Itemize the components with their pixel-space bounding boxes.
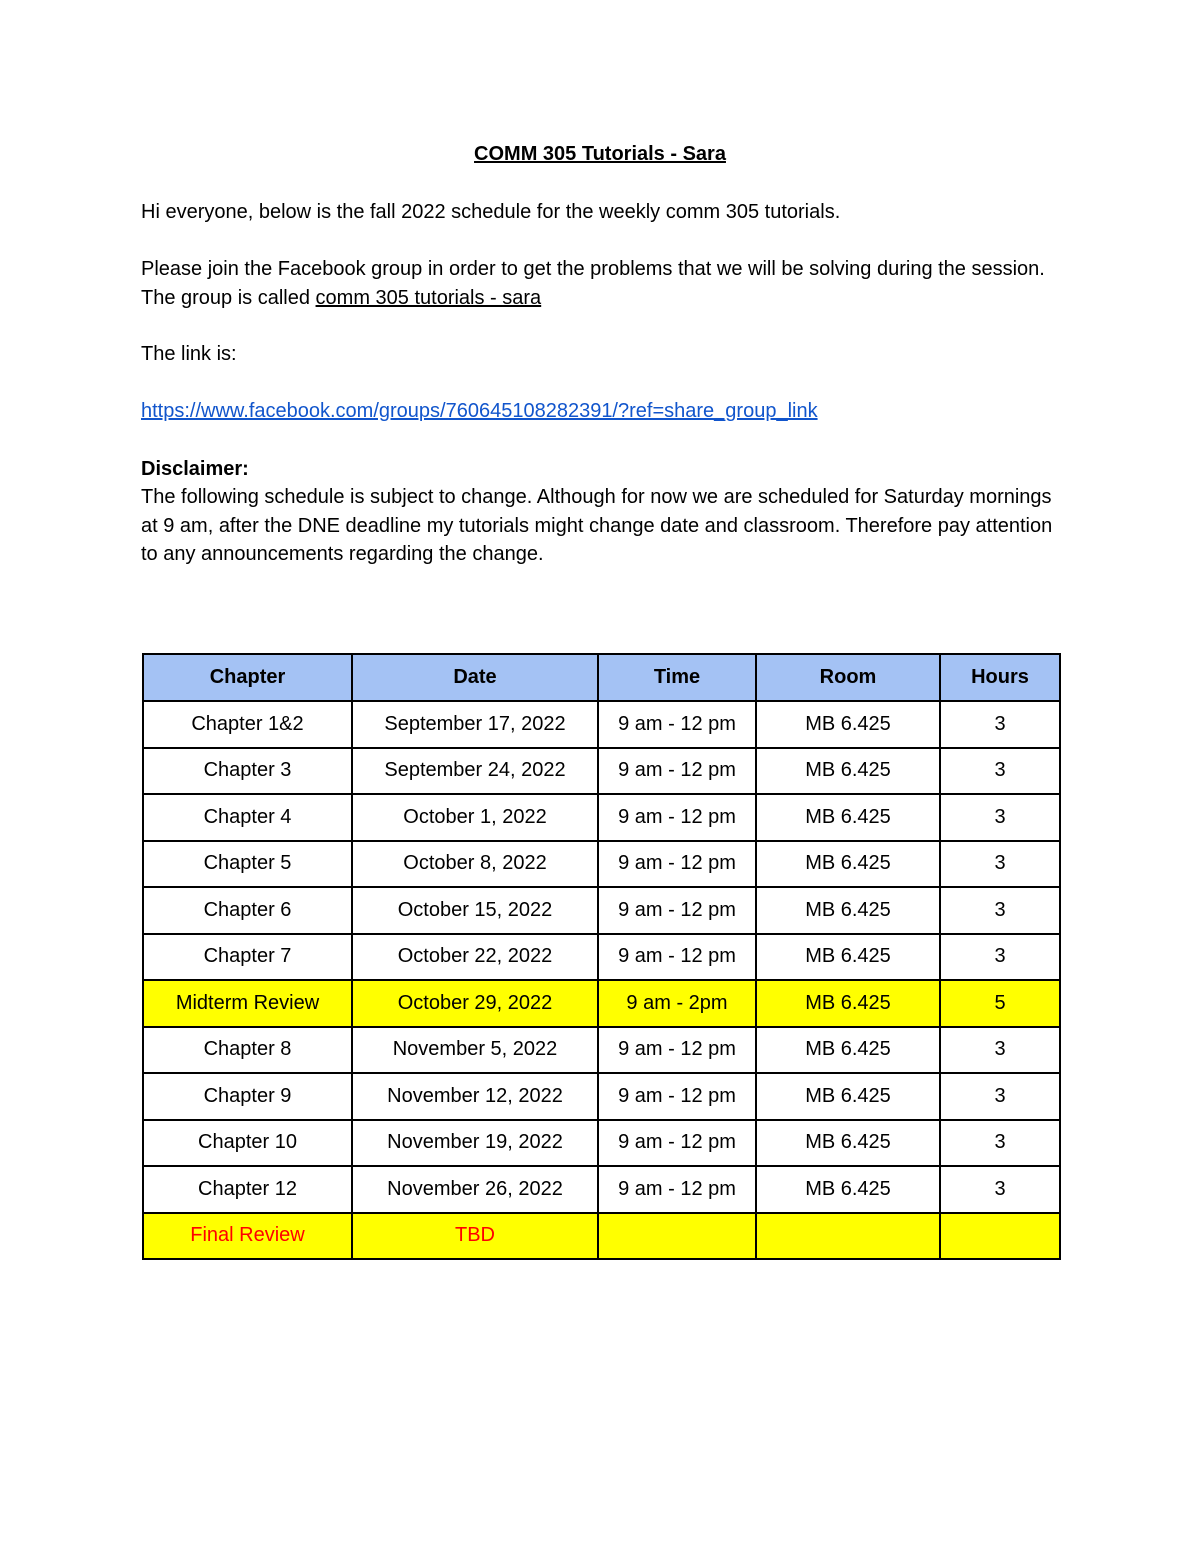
cell-chapter: Chapter 7 [143, 934, 352, 981]
cell-room: MB 6.425 [756, 1027, 940, 1074]
cell-chapter: Chapter 6 [143, 887, 352, 934]
cell-chapter: Chapter 10 [143, 1120, 352, 1167]
cell-date: November 12, 2022 [352, 1073, 598, 1120]
cell-date: October 15, 2022 [352, 887, 598, 934]
cell-hours: 3 [940, 748, 1060, 795]
cell-room: MB 6.425 [756, 980, 940, 1027]
cell-time: 9 am - 12 pm [598, 794, 756, 841]
table-header-row [143, 654, 1060, 701]
cell-chapter: Midterm Review [143, 980, 352, 1027]
cell-time: 9 am - 12 pm [598, 701, 756, 748]
cell-date: November 5, 2022 [352, 1027, 598, 1074]
cell-time: 9 am - 12 pm [598, 1166, 756, 1213]
cell-time: 9 am - 2pm [598, 980, 756, 1027]
header-time: Time [598, 654, 756, 701]
table-row [143, 1120, 1060, 1167]
cell-room: MB 6.425 [756, 1120, 940, 1167]
cell-time [598, 1213, 756, 1260]
cell-time: 9 am - 12 pm [598, 841, 756, 888]
table-row [143, 748, 1060, 795]
cell-time: 9 am - 12 pm [598, 1120, 756, 1167]
cell-hours: 3 [940, 887, 1060, 934]
cell-room: MB 6.425 [756, 887, 940, 934]
facebook-group-link[interactable]: https://www.facebook.com/groups/760645108282391/?ref=share_group_link [141, 400, 818, 422]
intro-paragraph: Hi everyone, below is the fall 2022 schedule for the weekly comm 305 tutorials. [141, 201, 841, 223]
cell-chapter: Chapter 1&2 [143, 701, 352, 748]
cell-hours: 5 [940, 980, 1060, 1027]
cell-date: September 24, 2022 [352, 748, 598, 795]
cell-time: 9 am - 12 pm [598, 748, 756, 795]
cell-date: October 1, 2022 [352, 794, 598, 841]
cell-hours [940, 1213, 1060, 1260]
cell-time: 9 am - 12 pm [598, 934, 756, 981]
cell-time: 9 am - 12 pm [598, 1073, 756, 1120]
cell-room: MB 6.425 [756, 748, 940, 795]
table-row [143, 1213, 1060, 1260]
cell-chapter: Final Review [143, 1213, 352, 1260]
header-hours: Hours [940, 654, 1060, 701]
schedule-table [142, 653, 1061, 1260]
header-room: Room [756, 654, 940, 701]
cell-chapter: Chapter 4 [143, 794, 352, 841]
link-paragraph [141, 397, 1061, 426]
cell-chapter: Chapter 9 [143, 1073, 352, 1120]
cell-hours: 3 [940, 841, 1060, 888]
cell-room: MB 6.425 [756, 1166, 940, 1213]
cell-hours: 3 [940, 701, 1060, 748]
table-row [143, 1073, 1060, 1120]
cell-time: 9 am - 12 pm [598, 887, 756, 934]
cell-hours: 3 [940, 1027, 1060, 1074]
cell-chapter: Chapter 3 [143, 748, 352, 795]
header-date: Date [352, 654, 598, 701]
cell-room: MB 6.425 [756, 794, 940, 841]
table-row [143, 934, 1060, 981]
cell-date: November 26, 2022 [352, 1166, 598, 1213]
cell-room [756, 1213, 940, 1260]
cell-room: MB 6.425 [756, 701, 940, 748]
cell-hours: 3 [940, 794, 1060, 841]
header-chapter: Chapter [143, 654, 352, 701]
cell-date: October 29, 2022 [352, 980, 598, 1027]
cell-hours: 3 [940, 1120, 1060, 1167]
table-row [143, 1166, 1060, 1213]
join-text: Please join the Facebook group in order to get the problems that we will be solving during the session. The group is called [141, 258, 1045, 309]
join-paragraph [141, 255, 1061, 312]
document-title: COMM 305 Tutorials - Sara [474, 143, 726, 165]
cell-date: November 19, 2022 [352, 1120, 598, 1167]
group-name: comm 305 tutorials - sara [315, 286, 542, 309]
table-row [143, 980, 1060, 1027]
disclaimer-heading: Disclaimer: [141, 458, 249, 480]
cell-hours: 3 [940, 1073, 1060, 1120]
cell-room: MB 6.425 [756, 841, 940, 888]
table-row [143, 841, 1060, 888]
table-row [143, 701, 1060, 748]
cell-room: MB 6.425 [756, 1073, 940, 1120]
cell-room: MB 6.425 [756, 934, 940, 981]
cell-date: September 17, 2022 [352, 701, 598, 748]
cell-date: October 22, 2022 [352, 934, 598, 981]
table-body [143, 701, 1060, 1259]
cell-date: TBD [352, 1213, 598, 1260]
cell-chapter: Chapter 5 [143, 841, 352, 888]
table-row [143, 1027, 1060, 1074]
table-row [143, 887, 1060, 934]
link-label: The link is: [141, 343, 237, 365]
cell-time: 9 am - 12 pm [598, 1027, 756, 1074]
cell-chapter: Chapter 12 [143, 1166, 352, 1213]
table-row [143, 794, 1060, 841]
cell-chapter: Chapter 8 [143, 1027, 352, 1074]
disclaimer-text: The following schedule is subject to change. Although for now we are scheduled for Saturday mornings at 9 am, after the DNE deadline my tutorials might change date and classroom. Therefore pay attention to any announcements regarding the change. [141, 486, 1053, 565]
cell-hours: 3 [940, 1166, 1060, 1213]
cell-date: October 8, 2022 [352, 841, 598, 888]
cell-hours: 3 [940, 934, 1060, 981]
